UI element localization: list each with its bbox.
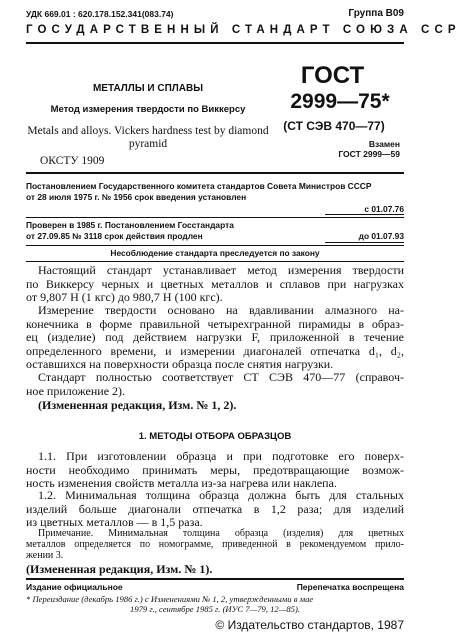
revision-note: (Измененная редакция, Изм. № 1). bbox=[26, 562, 213, 576]
st-sev-reference: (СТ СЭВ 470—77) bbox=[283, 119, 385, 133]
reissue-note: 1979 г., сентябре 1985 г. (ИУС 7—79, 12—85). bbox=[130, 604, 300, 614]
text-line: металлов определяется по номограмме, приведенной в рекомендуемом прило- bbox=[26, 539, 404, 550]
gost-label: ГОСТ bbox=[300, 62, 365, 89]
clause-1-1 bbox=[26, 450, 404, 491]
text-line: 1.2. Минимальная толщина образца должна быть для стальных bbox=[38, 488, 404, 502]
text-line: Измерение твердости основано на вдавливании алмазного на- bbox=[38, 303, 404, 317]
clause-note bbox=[26, 528, 404, 561]
decree-rule bbox=[26, 217, 404, 218]
intro-paragraph bbox=[26, 304, 404, 372]
footer-rule bbox=[26, 578, 404, 580]
text-line: Примечание. Минимальная толщина образца (изделия) для цветных bbox=[38, 528, 404, 539]
notice-rule bbox=[26, 261, 404, 262]
intro-paragraph bbox=[26, 264, 404, 305]
reprint-notice: Перепечатка воспрещена bbox=[296, 582, 404, 592]
copyright: © Издательство стандартов, 1987 bbox=[215, 618, 404, 632]
text-line: изделий больше диагонали отпечатка в 1,2 раза; для изделий bbox=[26, 501, 404, 516]
text-line: от 9,807 Н (1 кгс) до 980,7 Н (100 кгс). bbox=[26, 290, 223, 304]
text-line: Стандарт полностью соответствует СТ СЭВ 470—77 (справоч- bbox=[38, 370, 404, 384]
date-underline bbox=[325, 242, 404, 243]
text-line: определенного времени, и измерении диагоналей отпечатка d₁, d₂, bbox=[26, 343, 404, 358]
text-line: оставшихся на поверхности образца после снятия нагрузки. bbox=[26, 357, 334, 371]
group-code: Группа В09 bbox=[348, 8, 404, 19]
check-line: от 27.09.85 № 3118 срок действия продлен bbox=[26, 231, 203, 241]
standard-title: МЕТАЛЛЫ И СПЛАВЫ bbox=[92, 83, 204, 94]
decree-line: Постановлением Государственного комитета стандартов Совета Министров СССР bbox=[26, 181, 372, 191]
text-line: по Виккерсу черных и цветных металлов и сплавов при нагрузках bbox=[26, 276, 404, 291]
text-line: конечника в форме правильной четырехгранной пирамиды в образ- bbox=[26, 316, 404, 331]
udk-code: УДК 669.01 : 620.178.152.341(083.74) bbox=[26, 9, 174, 19]
text-line: из цветных металлов — в 1,5 раза. bbox=[26, 515, 203, 529]
replaced-label: Взамен bbox=[368, 139, 400, 149]
intro-paragraph bbox=[26, 371, 404, 398]
text-line: ности необходимо принимать меры, предотвращающие возмож- bbox=[26, 462, 404, 477]
clause-1-2 bbox=[26, 489, 404, 530]
official-edition: Издание официальное bbox=[26, 582, 123, 592]
check-line: Проверен в 1985 г. Постановлением Госстандарта bbox=[26, 220, 234, 230]
gost-number: 2999—75* bbox=[290, 90, 390, 113]
text-line: 1.1. При изготовлении образца и при подготовке его поверх- bbox=[38, 449, 404, 463]
title-rule bbox=[26, 172, 404, 174]
standard-subtitle: Метод измерения твердости по Виккерсу bbox=[50, 104, 246, 115]
legal-notice: Несоблюдение стандарта преследуется по закону bbox=[110, 248, 320, 258]
revision-note: (Измененная редакция, Изм. № 1, 2). bbox=[38, 398, 237, 412]
text-line: ец (изделие) под действием нагрузки F, приложенной в течение bbox=[26, 330, 404, 344]
decree-line: от 28 июля 1975 г. № 1956 срок введения установлен bbox=[26, 192, 247, 202]
validity-date: до 01.07.93 bbox=[358, 231, 404, 241]
text-line: жении 3. bbox=[26, 550, 64, 561]
text-line: ное приложение 2). bbox=[26, 383, 126, 398]
replaced-standard: ГОСТ 2999—59 bbox=[338, 149, 400, 159]
introduction-date: с 01.07.76 bbox=[364, 204, 404, 214]
reissue-note: * Переиздание (декабрь 1986 г.) с Изменениями № 1, 2, утвержденными в мае bbox=[26, 594, 314, 604]
english-title bbox=[26, 125, 270, 151]
header-rule bbox=[26, 42, 404, 44]
okstu-code: ОКСТУ 1909 bbox=[40, 155, 105, 167]
check-rule bbox=[26, 245, 404, 246]
english-title-line: Metals and alloys. Vickers hardness test by diamond bbox=[27, 125, 269, 137]
text-line: Настоящий стандарт устанавливает метод измерения твердости bbox=[38, 263, 404, 277]
section-heading: 1. МЕТОДЫ ОТБОРА ОБРАЗЦОВ bbox=[138, 431, 292, 442]
text-line: ность изменения свойств металла из-за нагрева или наклепа. bbox=[26, 476, 337, 490]
state-standard-banner: ГОСУДАРСТВЕННЫЙ СТАНДАРТ СОЮЗА ССР bbox=[26, 24, 461, 36]
english-title-line: pyramid bbox=[128, 138, 168, 150]
date-underline bbox=[325, 214, 404, 215]
